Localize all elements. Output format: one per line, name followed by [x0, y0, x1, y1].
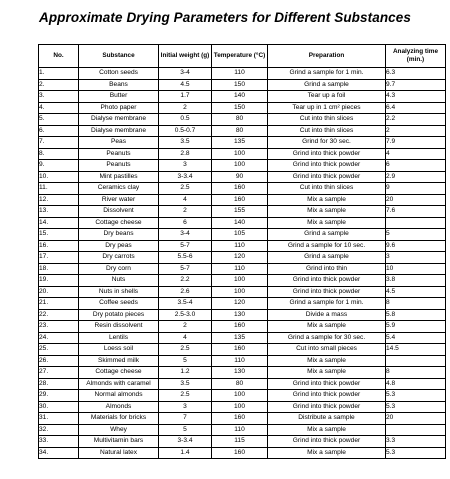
initial-weight-cell: 2.2: [159, 275, 212, 287]
temperature-cell: 160: [212, 344, 268, 356]
initial-weight-cell: 2: [159, 321, 212, 333]
analyzing-time-cell: 4.8: [386, 378, 446, 390]
row-number: 21.: [39, 298, 79, 310]
row-number: 19.: [39, 275, 79, 287]
analyzing-time-cell: 9: [386, 183, 446, 195]
preparation-cell: Distribute a sample: [268, 413, 386, 425]
document-title: Approximate Drying Parameters for Different Substances: [38, 10, 411, 25]
preparation-cell: Grind for 30 sec.: [268, 137, 386, 149]
table-row: [39, 298, 446, 310]
temperature-cell: 135: [212, 332, 268, 344]
row-number: 33.: [39, 436, 79, 448]
initial-weight-cell: 0.5-0.7: [159, 125, 212, 137]
table-row: [39, 229, 446, 241]
preparation-cell: Mix a sample: [268, 355, 386, 367]
temperature-cell: 115: [212, 436, 268, 448]
preparation-cell: Grind a sample: [268, 229, 386, 241]
table-row: [39, 183, 446, 195]
preparation-cell: Grind a sample for 30 sec.: [268, 332, 386, 344]
row-number: 27.: [39, 367, 79, 379]
row-number: 7.: [39, 137, 79, 149]
analyzing-time-cell: 5.4: [386, 332, 446, 344]
table-row: [39, 137, 446, 149]
initial-weight-cell: 5: [159, 424, 212, 436]
table-row: [39, 206, 446, 218]
analyzing-time-cell: 20: [386, 194, 446, 206]
analyzing-time-cell: 7.9: [386, 137, 446, 149]
initial-weight-cell: 4: [159, 332, 212, 344]
row-number: 15.: [39, 229, 79, 241]
table-row: [39, 275, 446, 287]
header-analyzing-time: Analyzing time (min.): [386, 45, 446, 68]
table-row: [39, 114, 446, 126]
table-row: [39, 355, 446, 367]
substance-cell: Dry potato pieces: [79, 309, 159, 321]
row-number: 25.: [39, 344, 79, 356]
preparation-cell: Cut into small pieces: [268, 344, 386, 356]
preparation-cell: Tear up in 1 cm² pieces: [268, 102, 386, 114]
table-row: [39, 252, 446, 264]
row-number: 9.: [39, 160, 79, 172]
substance-cell: Dry corn: [79, 263, 159, 275]
temperature-cell: 90: [212, 171, 268, 183]
row-number: 5.: [39, 114, 79, 126]
initial-weight-cell: 5: [159, 355, 212, 367]
temperature-cell: 160: [212, 321, 268, 333]
row-number: 10.: [39, 171, 79, 183]
table-row: [39, 401, 446, 413]
analyzing-time-cell: 6.4: [386, 102, 446, 114]
analyzing-time-cell: 8: [386, 298, 446, 310]
initial-weight-cell: 3-3.4: [159, 436, 212, 448]
initial-weight-cell: 4.5: [159, 79, 212, 91]
temperature-cell: 105: [212, 229, 268, 241]
row-number: 17.: [39, 252, 79, 264]
table-header-row: [39, 45, 446, 68]
analyzing-time-cell: 3.3: [386, 436, 446, 448]
substance-cell: Almonds with caramel: [79, 378, 159, 390]
substance-cell: Dialyse membrane: [79, 114, 159, 126]
preparation-cell: Cut into thin slices: [268, 125, 386, 137]
analyzing-time-cell: [386, 355, 446, 367]
preparation-cell: Mix a sample: [268, 194, 386, 206]
table-row: [39, 125, 446, 137]
initial-weight-cell: 2: [159, 206, 212, 218]
substance-cell: Dialyse membrane: [79, 125, 159, 137]
substance-cell: Multivitamin bars: [79, 436, 159, 448]
row-number: 22.: [39, 309, 79, 321]
analyzing-time-cell: [386, 217, 446, 229]
row-number: 14.: [39, 217, 79, 229]
table-row: [39, 240, 446, 252]
initial-weight-cell: 5-7: [159, 263, 212, 275]
analyzing-time-cell: 3.8: [386, 275, 446, 287]
row-number: 18.: [39, 263, 79, 275]
initial-weight-cell: 3-3.4: [159, 171, 212, 183]
preparation-cell: Mix a sample: [268, 206, 386, 218]
initial-weight-cell: 2.5: [159, 390, 212, 402]
substance-cell: Natural latex: [79, 447, 159, 459]
preparation-cell: Grind a sample: [268, 252, 386, 264]
preparation-cell: Grind into thick powder: [268, 286, 386, 298]
substance-cell: Cottage cheese: [79, 217, 159, 229]
initial-weight-cell: 3.5-4: [159, 298, 212, 310]
analyzing-time-cell: 5.3: [386, 390, 446, 402]
temperature-cell: 100: [212, 390, 268, 402]
temperature-cell: 100: [212, 286, 268, 298]
header-initial-weight: Initial weight (g): [159, 45, 212, 68]
temperature-cell: 100: [212, 275, 268, 287]
substance-cell: Dry carrots: [79, 252, 159, 264]
row-number: 26.: [39, 355, 79, 367]
initial-weight-cell: 3: [159, 401, 212, 413]
table-row: [39, 309, 446, 321]
substance-cell: Dry peas: [79, 240, 159, 252]
table-row: [39, 91, 446, 103]
temperature-cell: 80: [212, 125, 268, 137]
initial-weight-cell: 1.7: [159, 91, 212, 103]
table-row: [39, 148, 446, 160]
substance-cell: Normal almonds: [79, 390, 159, 402]
substance-cell: Nuts in shells: [79, 286, 159, 298]
table-row: [39, 321, 446, 333]
substance-cell: Peanuts: [79, 148, 159, 160]
temperature-cell: 140: [212, 217, 268, 229]
drying-parameters-table: [38, 44, 446, 459]
substance-cell: Ceramics clay: [79, 183, 159, 195]
temperature-cell: 140: [212, 91, 268, 103]
substance-cell: Beans: [79, 79, 159, 91]
temperature-cell: 110: [212, 68, 268, 80]
row-number: 32.: [39, 424, 79, 436]
preparation-cell: Grind a sample for 1 min.: [268, 298, 386, 310]
row-number: 11.: [39, 183, 79, 195]
analyzing-time-cell: 2.2: [386, 114, 446, 126]
preparation-cell: Grind a sample for 1 min.: [268, 68, 386, 80]
table-row: [39, 217, 446, 229]
initial-weight-cell: 2: [159, 102, 212, 114]
row-number: 28.: [39, 378, 79, 390]
row-number: 13.: [39, 206, 79, 218]
header-temperature: Temperature (°C): [212, 45, 268, 68]
preparation-cell: Mix a sample: [268, 367, 386, 379]
header-substance: Substance: [79, 45, 159, 68]
analyzing-time-cell: 9.7: [386, 79, 446, 91]
analyzing-time-cell: 7.6: [386, 206, 446, 218]
preparation-cell: Grind into thick powder: [268, 436, 386, 448]
temperature-cell: 120: [212, 298, 268, 310]
table-row: [39, 344, 446, 356]
table-row: [39, 194, 446, 206]
initial-weight-cell: 3-4: [159, 68, 212, 80]
analyzing-time-cell: 3: [386, 252, 446, 264]
analyzing-time-cell: [386, 424, 446, 436]
table-row: [39, 390, 446, 402]
temperature-cell: 130: [212, 309, 268, 321]
initial-weight-cell: 2.6: [159, 286, 212, 298]
initial-weight-cell: 3: [159, 160, 212, 172]
table-row: [39, 436, 446, 448]
row-number: 16.: [39, 240, 79, 252]
initial-weight-cell: 1.2: [159, 367, 212, 379]
preparation-cell: Tear up a foil: [268, 91, 386, 103]
analyzing-time-cell: 6.3: [386, 68, 446, 80]
preparation-cell: Grind into thick powder: [268, 148, 386, 160]
initial-weight-cell: 2.8: [159, 148, 212, 160]
substance-cell: Coffee seeds: [79, 298, 159, 310]
table-row: [39, 413, 446, 425]
table-row: [39, 68, 446, 80]
row-number: 3.: [39, 91, 79, 103]
row-number: 12.: [39, 194, 79, 206]
analyzing-time-cell: 4.5: [386, 286, 446, 298]
table-row: [39, 79, 446, 91]
initial-weight-cell: 3-4: [159, 229, 212, 241]
temperature-cell: 150: [212, 102, 268, 114]
substance-cell: Cotton seeds: [79, 68, 159, 80]
row-number: 4.: [39, 102, 79, 114]
row-number: 34.: [39, 447, 79, 459]
preparation-cell: Grind into thick powder: [268, 390, 386, 402]
preparation-cell: Grind into thick powder: [268, 171, 386, 183]
preparation-cell: Grind into thin: [268, 263, 386, 275]
substance-cell: Lentils: [79, 332, 159, 344]
substance-cell: Dry beans: [79, 229, 159, 241]
table-row: [39, 263, 446, 275]
initial-weight-cell: 3.5: [159, 378, 212, 390]
substance-cell: Peanuts: [79, 160, 159, 172]
analyzing-time-cell: 8: [386, 367, 446, 379]
analyzing-time-cell: 4: [386, 148, 446, 160]
initial-weight-cell: 2.5-3.0: [159, 309, 212, 321]
substance-cell: Mint pastilles: [79, 171, 159, 183]
substance-cell: Skimmed milk: [79, 355, 159, 367]
initial-weight-cell: 7: [159, 413, 212, 425]
substance-cell: Butter: [79, 91, 159, 103]
preparation-cell: Grind into thick powder: [268, 275, 386, 287]
row-number: 2.: [39, 79, 79, 91]
temperature-cell: 100: [212, 160, 268, 172]
temperature-cell: 100: [212, 148, 268, 160]
temperature-cell: 120: [212, 252, 268, 264]
temperature-cell: 150: [212, 79, 268, 91]
temperature-cell: 130: [212, 367, 268, 379]
preparation-cell: Grind a sample: [268, 79, 386, 91]
header-preparation: Preparation: [268, 45, 386, 68]
initial-weight-cell: 6: [159, 217, 212, 229]
row-number: 20.: [39, 286, 79, 298]
header-no: No.: [39, 45, 79, 68]
row-number: 23.: [39, 321, 79, 333]
substance-cell: Almonds: [79, 401, 159, 413]
initial-weight-cell: 5.5-6: [159, 252, 212, 264]
preparation-cell: Grind a sample for 10 sec.: [268, 240, 386, 252]
temperature-cell: 80: [212, 378, 268, 390]
temperature-cell: 110: [212, 424, 268, 436]
table-row: [39, 171, 446, 183]
table-body: [39, 68, 446, 459]
preparation-cell: Cut into thin slices: [268, 183, 386, 195]
preparation-cell: Mix a sample: [268, 424, 386, 436]
substance-cell: Nuts: [79, 275, 159, 287]
table-row: [39, 367, 446, 379]
preparation-cell: Grind into thick powder: [268, 160, 386, 172]
initial-weight-cell: 5-7: [159, 240, 212, 252]
substance-cell: Loess soil: [79, 344, 159, 356]
temperature-cell: 160: [212, 447, 268, 459]
substance-cell: Whey: [79, 424, 159, 436]
initial-weight-cell: 3.5: [159, 137, 212, 149]
analyzing-time-cell: 5.8: [386, 309, 446, 321]
preparation-cell: Divide a mass: [268, 309, 386, 321]
preparation-cell: Mix a sample: [268, 447, 386, 459]
analyzing-time-cell: 20: [386, 413, 446, 425]
table-row: [39, 447, 446, 459]
analyzing-time-cell: 5.3: [386, 447, 446, 459]
row-number: 24.: [39, 332, 79, 344]
substance-cell: Resin dissolvent: [79, 321, 159, 333]
row-number: 30.: [39, 401, 79, 413]
temperature-cell: 110: [212, 240, 268, 252]
temperature-cell: 100: [212, 401, 268, 413]
analyzing-time-cell: 9.6: [386, 240, 446, 252]
initial-weight-cell: 2.5: [159, 183, 212, 195]
analyzing-time-cell: 5.3: [386, 401, 446, 413]
analyzing-time-cell: 5.9: [386, 321, 446, 333]
temperature-cell: 160: [212, 194, 268, 206]
temperature-cell: 135: [212, 137, 268, 149]
temperature-cell: 160: [212, 183, 268, 195]
initial-weight-cell: 4: [159, 194, 212, 206]
substance-cell: Dissolvent: [79, 206, 159, 218]
initial-weight-cell: 2.5: [159, 344, 212, 356]
table-row: [39, 102, 446, 114]
substance-cell: Cottage cheese: [79, 367, 159, 379]
row-number: 1.: [39, 68, 79, 80]
table-row: [39, 424, 446, 436]
analyzing-time-cell: 2: [386, 125, 446, 137]
temperature-cell: 80: [212, 114, 268, 126]
row-number: 8.: [39, 148, 79, 160]
substance-cell: Peas: [79, 137, 159, 149]
table-row: [39, 160, 446, 172]
table-row: [39, 332, 446, 344]
analyzing-time-cell: 4.3: [386, 91, 446, 103]
preparation-cell: Mix a sample: [268, 321, 386, 333]
analyzing-time-cell: 10: [386, 263, 446, 275]
substance-cell: Photo paper: [79, 102, 159, 114]
analyzing-time-cell: 6: [386, 160, 446, 172]
temperature-cell: 160: [212, 413, 268, 425]
preparation-cell: Grind into thick powder: [268, 378, 386, 390]
substance-cell: Materials for bricks: [79, 413, 159, 425]
temperature-cell: 110: [212, 355, 268, 367]
analyzing-time-cell: 5: [386, 229, 446, 241]
substance-cell: River water: [79, 194, 159, 206]
table-row: [39, 378, 446, 390]
initial-weight-cell: 1.4: [159, 447, 212, 459]
initial-weight-cell: 0.5: [159, 114, 212, 126]
preparation-cell: Mix a sample: [268, 217, 386, 229]
table-row: [39, 286, 446, 298]
preparation-cell: Grind into thick powder: [268, 401, 386, 413]
preparation-cell: Cut into thin slices: [268, 114, 386, 126]
temperature-cell: 110: [212, 263, 268, 275]
row-number: 6.: [39, 125, 79, 137]
row-number: 29.: [39, 390, 79, 402]
analyzing-time-cell: 14.5: [386, 344, 446, 356]
analyzing-time-cell: 2.9: [386, 171, 446, 183]
row-number: 31.: [39, 413, 79, 425]
temperature-cell: 155: [212, 206, 268, 218]
